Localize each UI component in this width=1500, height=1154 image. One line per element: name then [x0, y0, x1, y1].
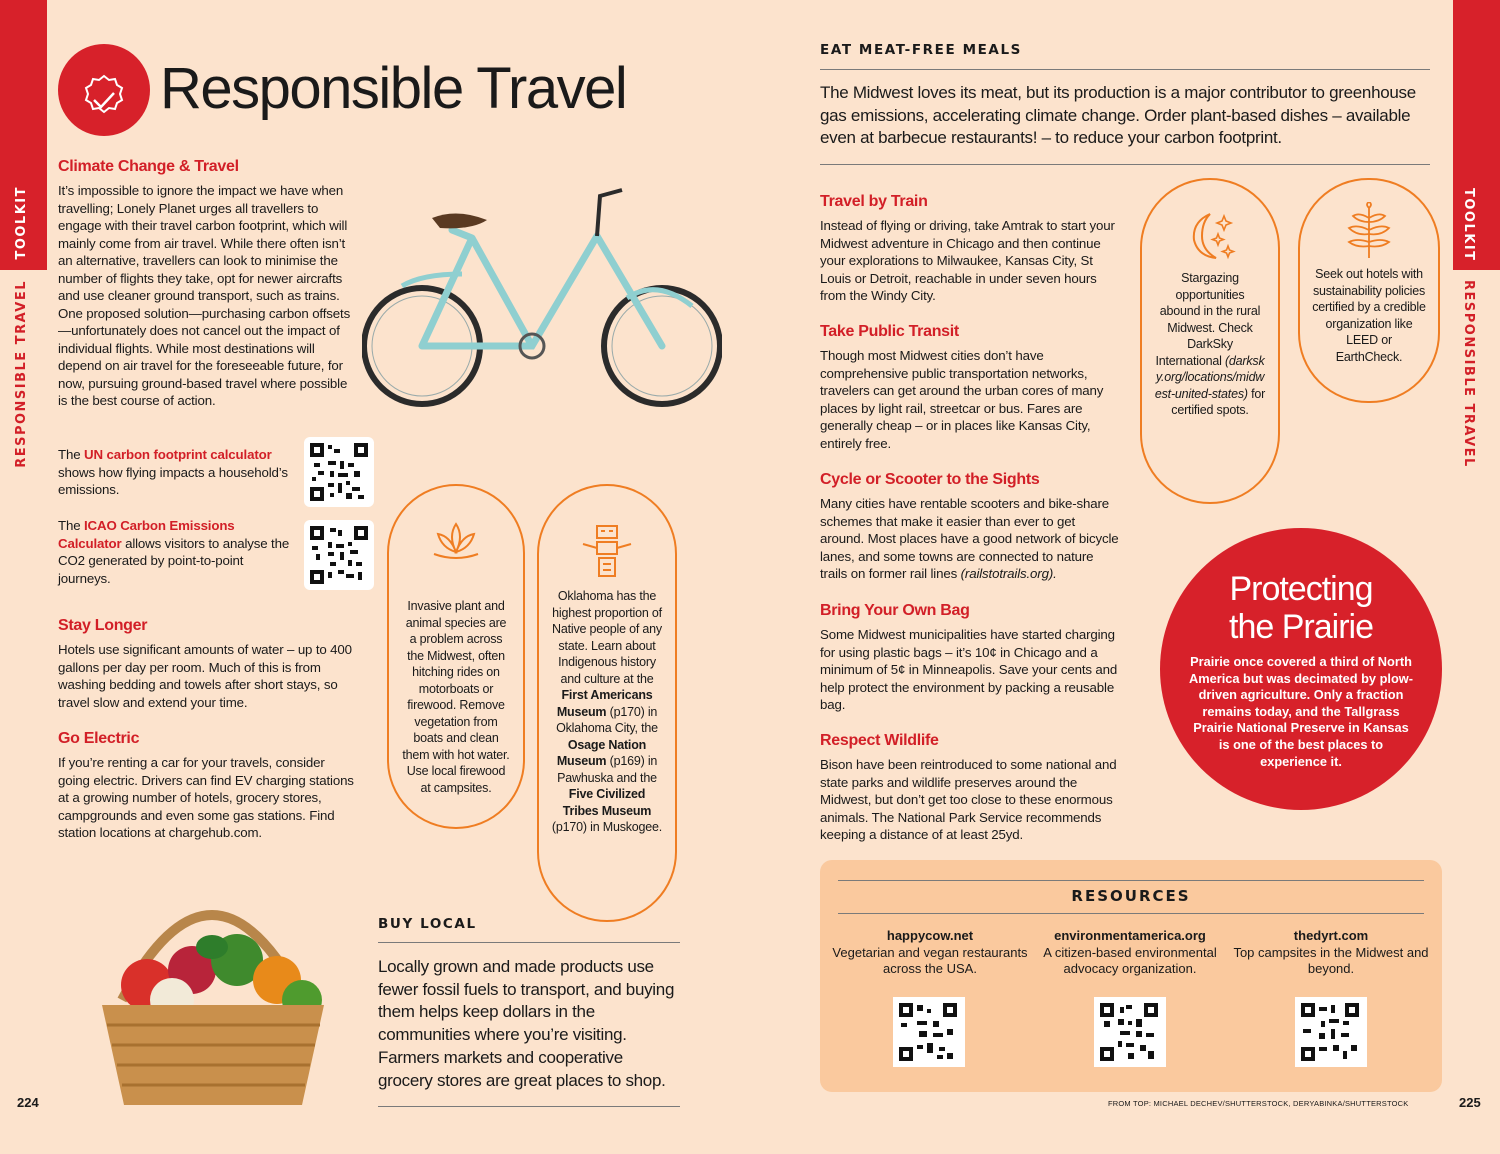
oklahoma-museums-pill	[537, 484, 677, 922]
stargazing-post: for certified spots.	[1171, 386, 1266, 417]
train-heading: Travel by Train	[820, 193, 928, 210]
totem-icon	[579, 520, 635, 580]
lotus-icon	[428, 518, 484, 568]
left-section-label: RESPONSIBLE TRAVEL	[14, 280, 29, 468]
cycle-body: Many cities have rentable scooters and bike-share schemes that make it easier than ever to get around. Most places have a good network of bicycle lanes, and some towns are connected to nature trails on former rail lines	[820, 496, 1119, 581]
vegetable-basket-image	[62, 850, 362, 1120]
resource-url[interactable]: thedyrt.com	[1293, 928, 1369, 943]
right-page-number: 225	[1459, 1095, 1481, 1110]
first-americans-museum: First Americans Museum	[556, 688, 653, 719]
qr-code[interactable]	[893, 997, 965, 1067]
resources-mid-rule	[838, 913, 1424, 914]
hotels-pill	[1298, 178, 1440, 403]
stargazing-text	[1142, 266, 1278, 419]
qr-code[interactable]	[304, 520, 374, 590]
prairie-circle	[1160, 528, 1442, 810]
photo-credit: FROM TOP: MICHAEL DECHEV/SHUTTERSTOCK, DERYABINKA/SHUTTERSTOCK	[1108, 1099, 1409, 1108]
go-electric-heading: Go Electric	[58, 730, 140, 747]
meat-free-body: The Midwest loves its meat, but its production is a major contributor to greenhouse gas emissions, accelerating climate change. Order plant-based dishes – available even at barbecue restaurants! – to reduce your carbon footprint.	[820, 83, 1416, 148]
oklahoma-text-3: (p169) in Pawhuska and the	[557, 754, 658, 785]
cycle-heading: Cycle or Scooter to the Sights	[820, 471, 1040, 488]
icao-calc-post: allows visitors to analyse the CO2 generated by point-to-point journeys.	[58, 535, 290, 586]
climate-heading: Climate Change & Travel	[58, 158, 239, 175]
qr-code[interactable]	[304, 437, 374, 507]
oklahoma-text-2: (p170) in Oklahoma City, the	[556, 704, 658, 735]
resources-top-rule	[838, 880, 1424, 881]
transit-section	[820, 323, 1118, 452]
icao-calculator	[58, 517, 298, 587]
buy-local-bottom-rule	[378, 1106, 680, 1107]
stargazing-pill	[1140, 178, 1280, 504]
bag-section	[820, 602, 1120, 714]
resource-item	[830, 928, 1030, 978]
train-body: Instead of flying or driving, take Amtrak to start your Midwest adventure in Chicago and then continue your explorations to Milwaukee, Kansas City, St Louis or Detroit, reachable in under seven hours from the Windy City.	[820, 218, 1115, 303]
badge-check-icon	[58, 44, 150, 136]
prairie-body: Prairie once covered a third of North America but was decimated by plow-driven agriculture. Only a fraction remains today, and the Tallgrass Prairie National Preserve in Kansas is one of the best places to experience it.	[1188, 654, 1413, 769]
wildlife-heading: Respect Wildlife	[820, 732, 939, 749]
go-electric-body: If you’re renting a car for your travels, consider going electric. Drivers can find EV charging stations at a growing number of hotels, grocery stores, campgrounds and even some gas stations. Find station locations at chargehub.com.	[58, 755, 354, 840]
go-electric-section	[58, 730, 358, 842]
wildlife-body: Bison have been reintroduced to some national and state parks and wildlife preserves around the Midwest, but don’t get too close to these enormous animals. The National Park Service recommends keeping a distance of at least 25yd.	[820, 757, 1117, 842]
bag-body: Some Midwest municipalities have started charging for using plastic bags – it’s 10¢ in Chicago and a minimum of 5¢ in Minneapolis. Save your cents and help protect the environment by packing a reusable bag.	[820, 627, 1118, 712]
osage-nation-museum: Osage Nation Museum	[556, 737, 647, 768]
wildlife-section	[820, 732, 1120, 844]
qr-code[interactable]	[1295, 997, 1367, 1067]
un-calculator-link[interactable]: UN carbon footprint calculator	[84, 447, 272, 462]
climate-body: It’s impossible to ignore the impact we have when travelling; Lonely Planet urges all travellers to engage with their travel carbon footprint, which will mainly come from air travel. While there often isn’t an alternative, travellers can look to minimise the number of flights they take, opt for newer aircrafts and use cleaner ground transport, such as trains. One proposed solution—purchasing carbon offsets—unfortunately does not cancel out the impact of individual flights. While most destinations will depend on air travel for the foreseeable future, for now, pursuing ground-based travel where possible is the best course of action.	[58, 183, 351, 408]
oklahoma-text-1: Oklahoma has the highest proportion of Native people of any state. Learn about Indigenous history and culture at the	[552, 589, 662, 686]
transit-heading: Take Public Transit	[820, 323, 959, 340]
prairie-title-line1: Protecting	[1229, 570, 1373, 608]
stay-longer-section	[58, 617, 358, 711]
buy-local-heading: BUY LOCAL	[378, 916, 477, 932]
invasive-species-pill	[387, 484, 525, 829]
buy-local-top-rule	[378, 942, 680, 943]
oklahoma-museums-text	[539, 580, 675, 836]
stay-longer-heading: Stay Longer	[58, 617, 148, 634]
resources-box	[820, 860, 1442, 1092]
stargazing-body: Stargazing opportunities abound in the rural Midwest. Check DarkSky International	[1155, 271, 1261, 368]
right-section-label: RESPONSIBLE TRAVEL	[1461, 280, 1476, 468]
leaf-branch-icon	[1343, 202, 1395, 262]
meat-free-heading: EAT MEAT-FREE MEALS	[820, 42, 1023, 58]
hotels-text: Seek out hotels with sustainability policies certified by a credible organization like LEED or EarthCheck.	[1312, 267, 1426, 364]
left-page-number: 224	[17, 1095, 39, 1110]
resources-heading: RESOURCES	[1071, 887, 1191, 905]
prairie-title-line2: the Prairie	[1229, 608, 1373, 646]
climate-section	[58, 158, 358, 410]
page-title: Responsible Travel	[160, 56, 627, 121]
resource-item	[1231, 928, 1431, 978]
oklahoma-text-4: (p170) in Muskogee.	[551, 820, 663, 834]
transit-body: Though most Midwest cities don’t have comprehensive public transportation networks, travelers can get around the urban cores of many places by light rail, streetcar or bus. Fares are generally cheap – or in places like Kansas City, entirely free.	[820, 348, 1104, 451]
bag-heading: Bring Your Own Bag	[820, 602, 970, 619]
resource-item	[1030, 928, 1230, 978]
resource-desc: Top campsites in the Midwest and beyond.	[1233, 944, 1429, 976]
resource-desc: A citizen-based environmental advocacy organization.	[1043, 944, 1217, 976]
icao-calculator-link[interactable]: ICAO Carbon Emissions Calculator	[58, 518, 235, 551]
un-calc-post: shows how flying impacts a household’s emissions.	[58, 464, 288, 497]
resource-url[interactable]: environmentamerica.org	[1054, 928, 1206, 943]
bicycle-image	[362, 178, 722, 428]
un-calculator	[58, 446, 298, 499]
icao-calc-pre: The	[58, 518, 85, 533]
right-tab-label: TOOLKIT	[1461, 188, 1476, 262]
meat-free-top-rule	[820, 69, 1430, 70]
resource-desc: Vegetarian and vegan restaurants across the USA.	[832, 944, 1028, 976]
resource-url[interactable]: happycow.net	[886, 928, 974, 943]
qr-code[interactable]	[1094, 997, 1166, 1067]
left-tab-label: TOOLKIT	[14, 186, 29, 260]
cycle-section	[820, 471, 1120, 583]
meat-free-bottom-rule	[820, 164, 1430, 165]
invasive-species-text: Invasive plant and animal species are a problem across the Midwest, often hitching rides on motorboats or firewood. Remove vegetation from boats and clean them with hot water. Use local firewood at campsites.	[402, 599, 510, 795]
darksky-link[interactable]: (darksky.org/locations/midwest-united-states)	[1154, 353, 1265, 401]
train-section	[820, 193, 1118, 305]
un-calc-pre: The	[58, 447, 85, 462]
buy-local-body: Locally grown and made products use fewer fossil fuels to transport, and buying them helps keep dollars in the communities where you’re visiting. Farmers markets and cooperative grocery stores are great places to shop.	[378, 957, 675, 1090]
stay-longer-body: Hotels use significant amounts of water – up to 400 gallons per day per room. Much of this is from washing bedding and towels after short stays, so travel slow and extend your time.	[58, 642, 352, 710]
rails-to-trails-link[interactable]: (railstotrails.org).	[960, 566, 1057, 581]
five-civilized-tribes-museum: Five Civilized Tribes Museum	[562, 787, 652, 818]
moon-stars-icon	[1180, 206, 1240, 266]
